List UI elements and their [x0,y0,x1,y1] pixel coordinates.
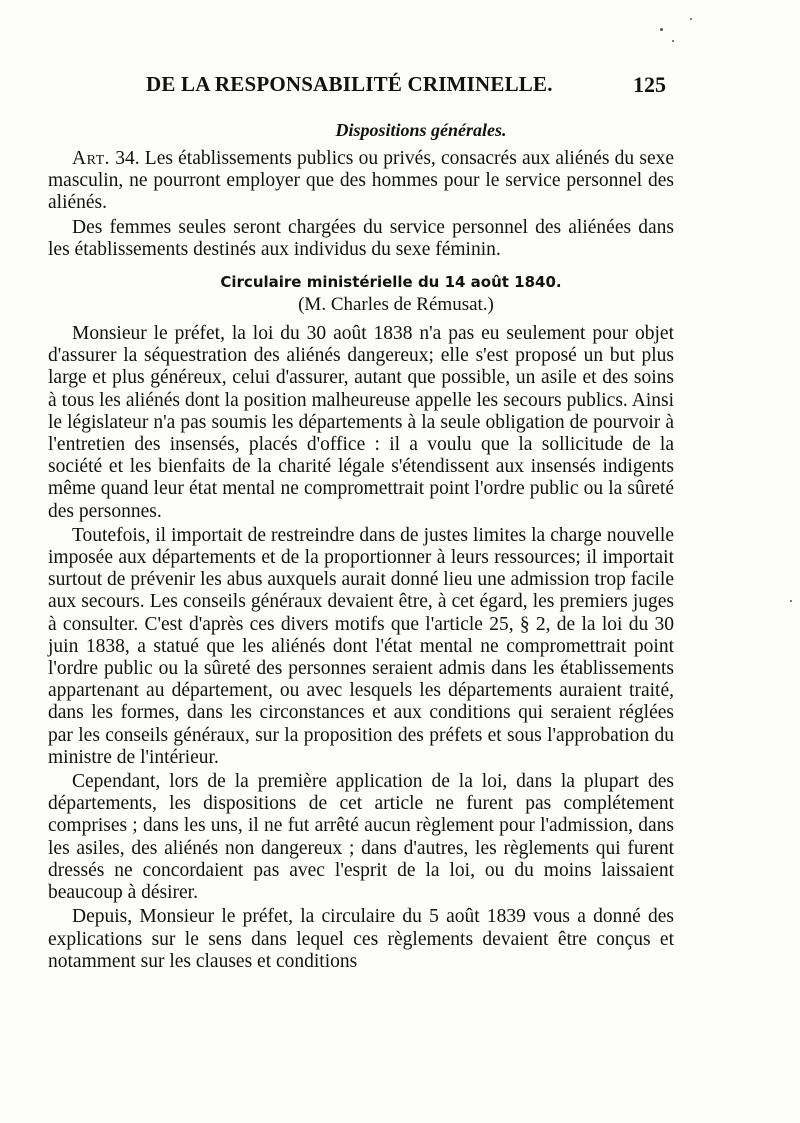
circular-paragraph-3: Cependant, lors de la première application de la loi, dans la plupart des départements, les dispositions de cet article ne furent pas complétement comprises ; dans les uns, il ne fut arrêté aucun règlement pour l'admission, dans les asiles, des aliénés non dangereux ; dans d'autres, les règlements qui furent dressés ne concordaient pas avec l'esprit de la loi, ou du moins laissaient beaucoup à désirer. [48,771,674,904]
circular-author: (M. Charles de Rémusat.) [298,294,494,316]
running-title: DE LA RESPONSABILITÉ CRIMINELLE. [146,72,553,96]
article-label: Art. [72,148,111,169]
article-34-second-paragraph: Des femmes seules seront chargées du service personnel des aliénées dans les établissements destinés aux individus du sexe féminin. [48,216,674,260]
article-34-text: 34. Les établissements publics ou privés, consacrés aux aliénés du sexe masculin, ne pourront employer que des hommes pour le service personnel des aliénés. [48,148,674,214]
section-heading: Dispositions générales. [335,120,507,140]
scan-speck [690,18,692,20]
running-head [146,72,666,102]
circular-paragraph-1: Monsieur le préfet, la loi du 30 août 1838 n'a pas eu seulement pour objet d'assurer la séquestration des aliénés dangereux; elle s'est proposé un but plus large et plus généreux, celui d'assurer, autant que possible, un asile et des soins à tous les aliénés dont la position malheureuse appelle les secours publics. Ainsi le législateur n'a pas soumis les départements à la seule obligation de pourvoir à l'entretien des insensés, placés d'office : il a voulu que la sollicitude de la société et les bienfaits de la charité légale s'étendissent aux insensés indigents même quand leur état mental ne compromettrait point l'ordre public ou la sûreté des personnes. [48,323,674,522]
article-34-paragraph [48,148,674,215]
scan-speck [672,40,674,42]
page-number: 125 [633,72,666,97]
body-text [48,118,674,975]
circular-paragraph-2: Toutefois, il importait de restreindre dans de justes limites la charge nouvelle imposée aux départements et de la proportionner à leurs ressources; il importait surtout de prévenir les abus auxquels aurait donné lieu une admission trop facile aux secours. Les conseils généraux devaient être, à cet égard, les premiers juges à consulter. C'est d'après ces divers motifs que l'article 25, § 2, de la loi du 30 juin 1838, a statué que les aliénés dont l'état mental ne compromettrait point l'ordre public ou la sûreté des personnes seraient admis dans les établissements appartenant au département, ou avec lesquels les départements auraient traité, dans les formes, dans les circonstances et aux conditions qui seraient réglées par les conseils généraux, sur la proposition des préfets et sous l'approbation du ministre de l'intérieur. [48,524,674,768]
circular-paragraph-4: Depuis, Monsieur le préfet, la circulaire du 5 août 1839 vous a donné des explications sur le sens dans lequel ces règlements devaient être conçus et notamment sur les clauses et conditions [48,906,674,972]
scan-speck [790,600,792,602]
scan-speck [660,28,663,31]
circular-title: Circulaire ministérielle du 14 août 1840. [220,273,562,292]
